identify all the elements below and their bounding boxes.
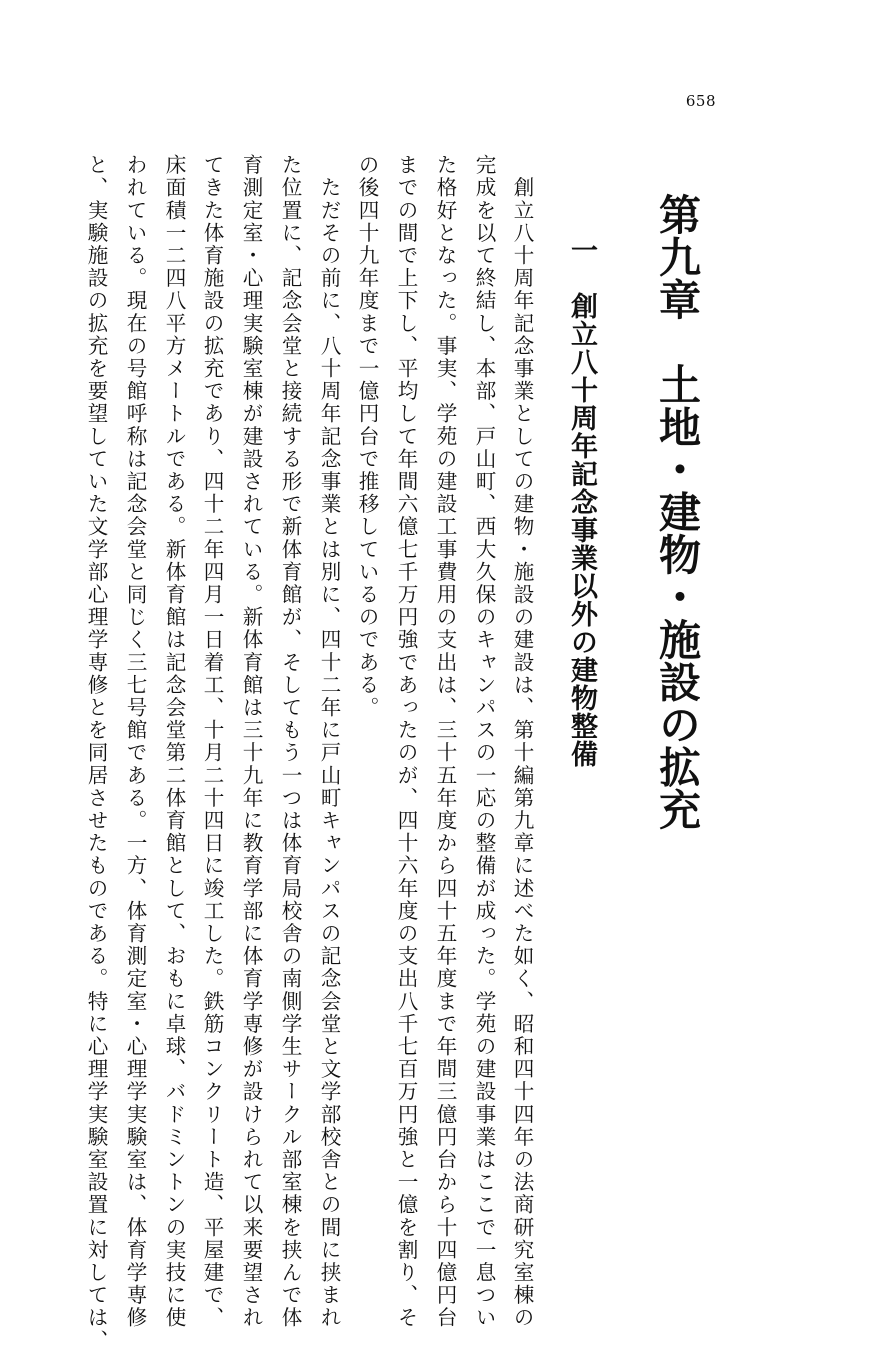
body-line: われている。現在の号館呼称は記念会堂と同じく三七号館である。一方、体育測定室・心理学実験室は、体育学専修 (123, 154, 147, 1330)
body-line: ただその前に、八十周年記念事業とは別に、四十二年に戸山町キャンパスの記念会堂と文学部校舎との間に挟まれ (317, 154, 341, 1330)
body-line: までの間で上下し、平均して年間六億七千万円強であったのが、四十六年度の支出八千七百万円強と一億を割り、そ (394, 154, 418, 1330)
body-line: 床面積一二四八平方メートルである。新体育館は記念会堂第二体育館として、おもに卓球、バドミントンの実技に使 (162, 154, 186, 1330)
section-title: 一 創立八十周年記念事業以外の建物整備 (566, 236, 597, 768)
body-line: 創立八十周年記念事業としての建物・施設の建設は、第十編第九章に述べた如く、昭和四十四年の法商研究室棟の (510, 154, 534, 1330)
body-line: た格好となった。事実、学苑の建設工事費用の支出は、三十五年度から四十五年度まで年間三億円台から十四億円台 (433, 154, 457, 1330)
body-line: た位置に、記念会堂と接続する形で新体育館が、そしてもう一つは体育局校舎の南側学生サークル部室棟を挟んで体 (278, 154, 302, 1330)
body-line: と、実験施設の拡充を要望していた文学部心理学専修とを同居させたものである。特に心理学実験室設置に対しては、 (84, 154, 108, 1352)
page-number: 658 (685, 92, 716, 110)
body-line: てきた体育施設の拡充であり、四十二年四月一日着工、十月二十四日に竣工した。鉄筋コンクリート造、平屋建で、 (200, 154, 224, 1330)
body-line: の後四十九年度まで一億円台で推移しているのである。 (355, 154, 379, 719)
body-line: 育測定室・心理実験室棟が建設されている。新体育館は三十九年に教育学部に体育学専修が設けられて以来要望され (239, 154, 263, 1330)
body-line: 完成を以て終結し、本部、戸山町、西大久保のキャンパスの一応の整備が成った。学苑の建設事業はここで一息つい (472, 154, 496, 1330)
chapter-title: 第九章 土地・建物・施設の拡充 (653, 193, 702, 831)
